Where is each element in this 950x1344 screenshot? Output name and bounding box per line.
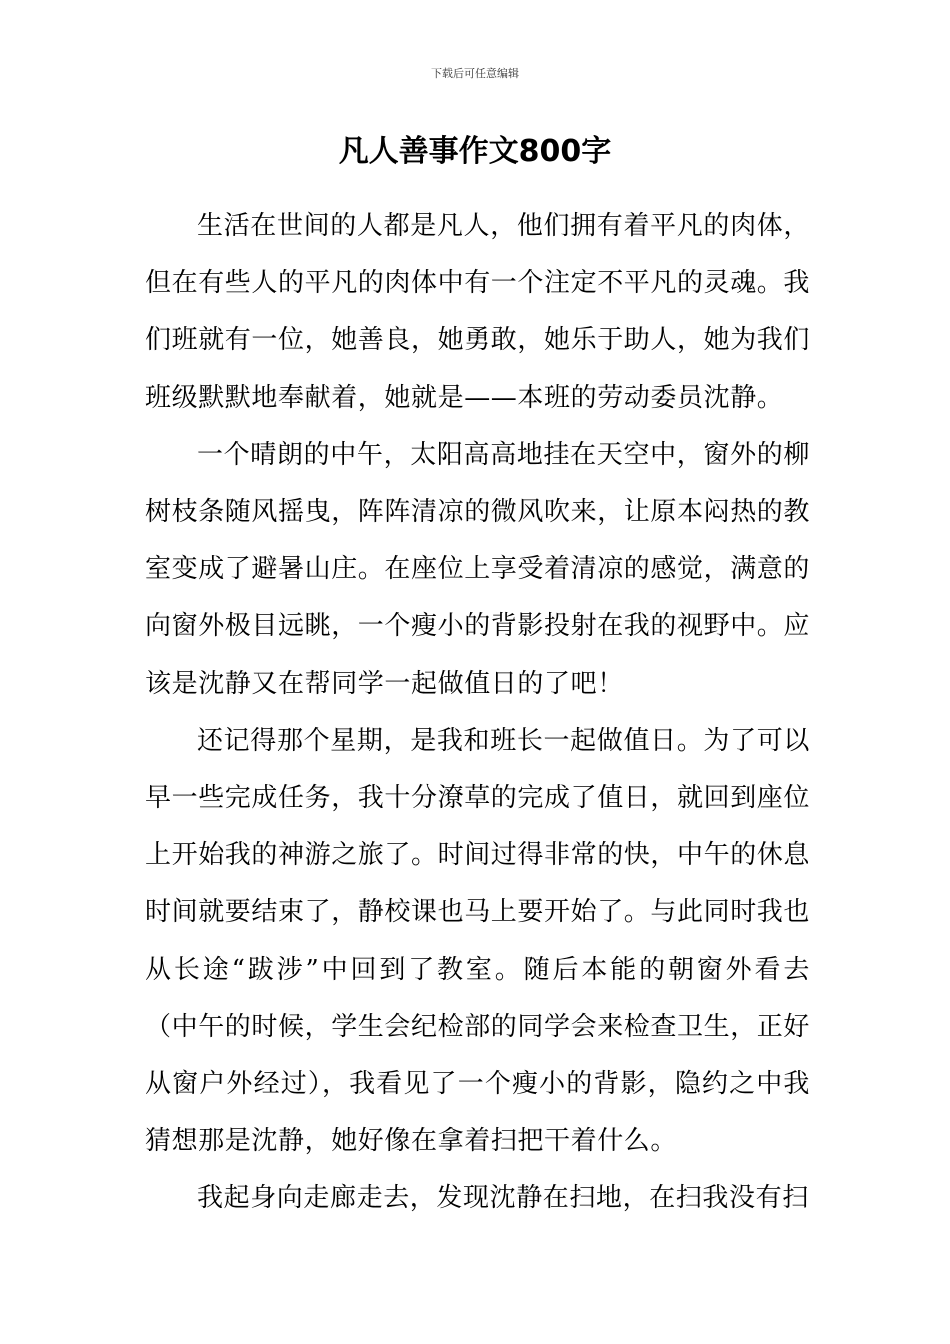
document-title: 凡人善事作文800字: [338, 134, 612, 169]
document-body: [145, 198, 810, 1228]
paragraph-4: 我起身向走廊走去，发现沈静在扫地，在扫我没有扫: [197, 1183, 809, 1214]
paragraph-2: 一个晴朗的中午，太阳高高地挂在天空中，窗外的柳树枝条随风摇曳，阵阵清凉的微风吹来，让原本闷热的教室变成了避暑山庄。在座位上享受着清凉的感觉，满意的向窗外极目远眺，一个瘦小的背影投射在我的视野中。应该是沈静又在帮同学一起做值日的了吧！: [145, 439, 811, 699]
paragraph-1: 生活在世间的人都是凡人，他们拥有着平凡的肉体，但在有些人的平凡的肉体中有一个注定不平凡的灵魂。我们班就有一位，她善良，她勇敢，她乐于助人，她为我们班级默默地奉献着，她就是——本班的劳动委员沈静。: [145, 211, 811, 413]
header-note: 下载后可任意编辑: [431, 67, 519, 80]
paragraph-3: 还记得那个星期，是我和班长一起做值日。为了可以早一些完成任务，我十分潦草的完成了值日，就回到座位上开始我的神游之旅了。时间过得非常的快，中午的休息时间就要结束了，静校课也马上要开始了。与此同时我也从长途“跋涉”中回到了教室。随后本能的朝窗外看去（中午的时候，学生会纪检部的同学会来检查卫生，正好从窗户外经过），我看见了一个瘦小的背影，隐约之中我猜想那是沈静，她好像在拿着扫把干着什么。: [145, 725, 811, 1157]
